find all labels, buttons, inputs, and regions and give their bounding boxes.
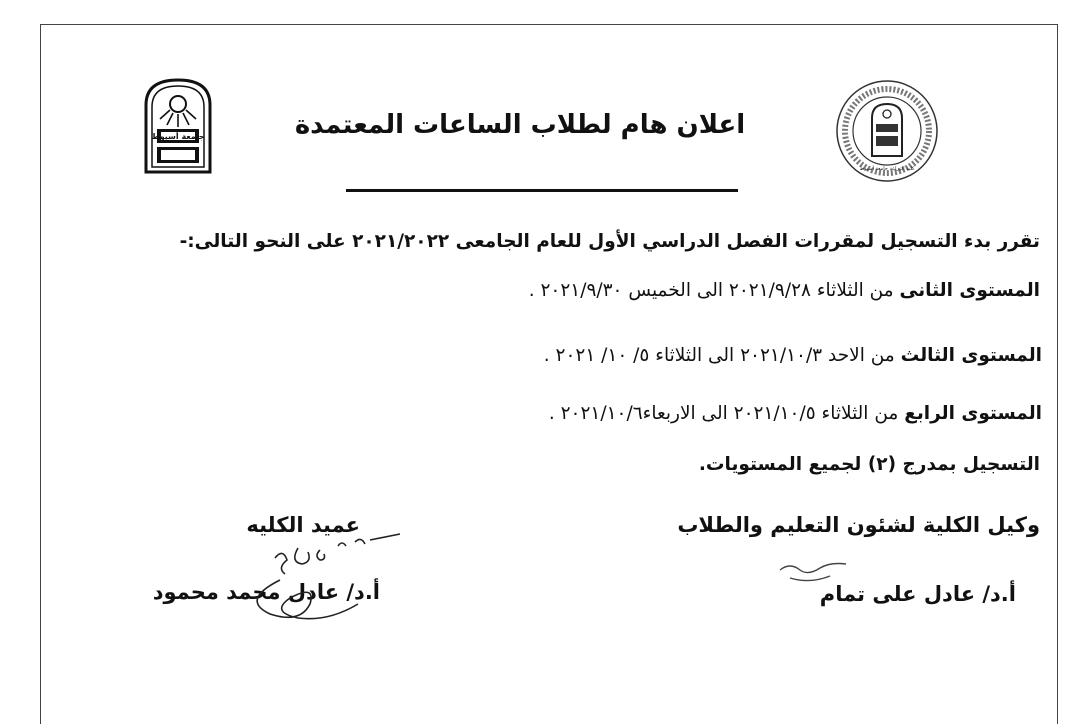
level-2-line [529, 280, 1040, 301]
level-2-dates: من الثلاثاء ٢٠٢١/٩/٢٨ الى الخميس ٢٠٢١/٩/٣٠ . [528, 280, 900, 301]
vice-dean-name: أ.د/ عادل على تمام [819, 582, 1016, 606]
dean-name: أ.د/ عادل محمد محمود [152, 580, 380, 604]
level-3-line [544, 345, 1042, 366]
level-3-label: المستوى الثالث [900, 345, 1042, 366]
assiut-university-logo [143, 77, 213, 174]
intro-paragraph: تقرر بدء التسجيل لمقررات الفصل الدراسي الأول للعام الجامعى ٢٠٢١/٢٠٢٢ على النحو التالى:- [179, 231, 1040, 252]
vice-dean-signature [770, 548, 880, 598]
announcement-title: اعلان هام لطلاب الساعات المعتمدة [294, 110, 746, 140]
right-logo-text: كلية الزراعة جامعة أسيوط [859, 166, 915, 172]
registration-location: التسجيل بمدرج (٢) لجميع المستويات. [698, 454, 1040, 475]
dean-title: عميد الكليه [246, 513, 360, 537]
title-underline [346, 189, 738, 192]
dean-signature [220, 528, 420, 638]
level-3-dates: من الاحد ٢٠٢١/١٠/٣ الى الثلاثاء ٥/ ١٠/ ٢٠٢١ . [543, 345, 901, 366]
level-4-label: المستوى الرابع [904, 403, 1042, 424]
level-4-line [549, 403, 1042, 424]
left-logo-text: جامعة أسيوط [151, 132, 205, 141]
level-4-dates: من الثلاثاء ٢٠٢١/١٠/٥ الى الاربعاء٢٠٢١/١٠/٦ . [548, 403, 905, 424]
level-2-label: المستوى الثانى [899, 280, 1040, 301]
vice-dean-title: وكيل الكلية لشئون التعليم والطلاب [677, 513, 1040, 537]
faculty-of-agriculture-seal [834, 78, 940, 184]
